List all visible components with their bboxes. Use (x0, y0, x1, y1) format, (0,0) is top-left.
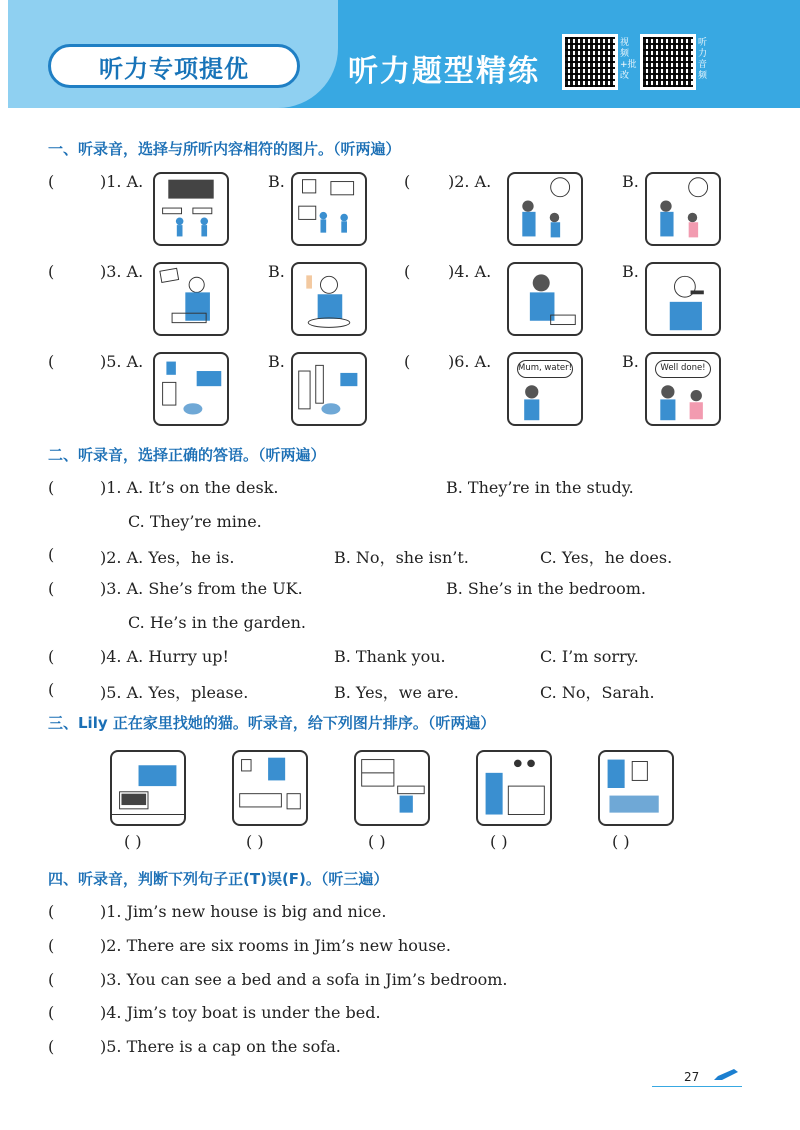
tf-item-1: )1. Jim’s new house is big and nice. (100, 902, 387, 921)
s2-q5-b: B. Yes，we are. (334, 683, 459, 702)
s2-q1-b: B. They’re in the study. (446, 478, 634, 497)
answer-blank[interactable]: ( (404, 262, 411, 281)
qr-code-video[interactable] (562, 34, 618, 90)
answer-blank[interactable]: ( (48, 970, 55, 989)
order-blank-1[interactable]: ( ) (124, 832, 142, 851)
q6-number: )6. A. (448, 352, 492, 371)
picture-1b[interactable] (291, 172, 367, 246)
picture-5b[interactable] (291, 352, 367, 426)
answer-blank[interactable]: ( (404, 172, 411, 191)
pencil-icon (712, 1068, 740, 1082)
picture-4a[interactable] (507, 262, 583, 336)
room-kitchen[interactable] (476, 750, 552, 826)
option-b-label: B. (268, 172, 285, 191)
option-b-label: B. (268, 352, 285, 371)
section2-heading: 二、听录音，选择正确的答语。（听两遍） (48, 446, 326, 464)
s2-q3-c: C. He’s in the garden. (128, 613, 306, 632)
picture-3a[interactable] (153, 262, 229, 336)
answer-blank[interactable]: ( (48, 478, 55, 497)
s2-q3-b: B. She’s in the bedroom. (446, 579, 646, 598)
picture-1a[interactable] (153, 172, 229, 246)
s2-q3-a: )3. A. She’s from the UK. (100, 579, 303, 598)
q2-number: )2. A. (448, 172, 492, 191)
answer-blank[interactable]: ( (48, 352, 55, 371)
tf-item-2: )2. There are six rooms in Jim’s new house. (100, 936, 451, 955)
answer-blank[interactable]: ( (48, 1037, 55, 1056)
speech-bubble: Mum, water! (517, 360, 573, 378)
s2-q4-a: )4. A. Hurry up! (100, 647, 229, 666)
answer-blank[interactable]: ( (48, 902, 55, 921)
q3-number: )3. A. (100, 262, 144, 281)
s2-q2-a: )2. A. Yes，he is. (100, 548, 235, 567)
answer-blank[interactable]: ( (48, 647, 55, 666)
room-living-room[interactable] (110, 750, 186, 826)
answer-blank[interactable]: ( (48, 936, 55, 955)
speech-bubble: Well done! (655, 360, 711, 378)
answer-blank[interactable]: ( (404, 352, 411, 371)
tf-item-5: )5. There is a cap on the sofa. (100, 1037, 341, 1056)
option-b-label: B. (268, 262, 285, 281)
option-b-label: B. (622, 262, 639, 281)
answer-blank[interactable]: ( (48, 579, 55, 598)
picture-5a[interactable] (153, 352, 229, 426)
answer-blank[interactable]: ( (48, 172, 55, 191)
qr-caption-audio: 听力音频 (698, 38, 708, 81)
s2-q1-a: )1. A. It’s on the desk. (100, 478, 279, 497)
order-blank-5[interactable]: ( ) (612, 832, 630, 851)
order-blank-4[interactable]: ( ) (490, 832, 508, 851)
s2-q2-b: B. No，she isn’t. (334, 548, 469, 567)
q1-number: )1. A. (100, 172, 144, 191)
qr-code-audio[interactable] (640, 34, 696, 90)
tf-item-4: )4. Jim’s toy boat is under the bed. (100, 1003, 381, 1022)
section3-heading: 三、Lily 正在家里找她的猫。听录音，给下列图片排序。（听两遍） (48, 714, 496, 732)
section1-heading: 一、听录音，选择与所听内容相符的图片。（听两遍） (48, 140, 401, 158)
q5-number: )5. A. (100, 352, 144, 371)
footer-rule (652, 1086, 742, 1087)
page-number: 27 (684, 1070, 700, 1084)
order-blank-3[interactable]: ( ) (368, 832, 386, 851)
picture-3b[interactable] (291, 262, 367, 336)
header-badge (48, 44, 300, 88)
s2-q4-b: B. Thank you. (334, 647, 446, 666)
page-title: 听力题型精练 (348, 54, 540, 89)
qr-caption-video: 视频+批改 (620, 38, 637, 81)
option-b-label: B. (622, 352, 639, 371)
s2-q5-c: C. No，Sarah. (540, 683, 655, 702)
picture-4b[interactable] (645, 262, 721, 336)
q4-number: )4. A. (448, 262, 492, 281)
tf-item-3: )3. You can see a bed and a sofa in Jim’s bedroom. (100, 970, 508, 989)
s2-q2-c: C. Yes，he does. (540, 548, 673, 567)
s2-q4-c: C. I’m sorry. (540, 647, 639, 666)
answer-blank[interactable]: ( (48, 680, 55, 699)
room-bathroom[interactable] (232, 750, 308, 826)
room-study[interactable] (354, 750, 430, 826)
section4-heading: 四、听录音，判断下列句子正(T)误(F)。（听三遍） (48, 870, 389, 888)
answer-blank[interactable]: ( (48, 545, 55, 564)
s2-q1-c: C. They’re mine. (128, 512, 262, 531)
option-b-label: B. (622, 172, 639, 191)
s2-q5-a: )5. A. Yes，please. (100, 683, 249, 702)
order-blank-2[interactable]: ( ) (246, 832, 264, 851)
picture-2a[interactable] (507, 172, 583, 246)
picture-6b[interactable] (645, 352, 721, 426)
room-bedroom[interactable] (598, 750, 674, 826)
header-badge-text: 听力专项提优 (99, 54, 249, 83)
picture-6a[interactable] (507, 352, 583, 426)
answer-blank[interactable]: ( (48, 262, 55, 281)
picture-2b[interactable] (645, 172, 721, 246)
answer-blank[interactable]: ( (48, 1003, 55, 1022)
